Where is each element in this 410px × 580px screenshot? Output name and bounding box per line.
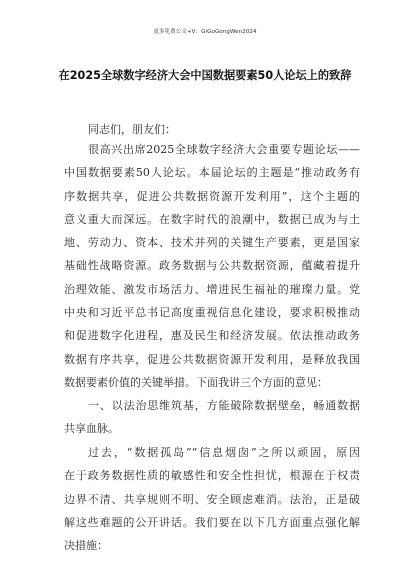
text-line: 中央和习近平总书记高度重视信息化建设，要求积极推动: [64, 306, 360, 320]
header-note: 更多免费公文+V：GiGoGongWen2024: [153, 29, 257, 35]
text-line: 过去，“数据孤岛”“信息烟囱”之所以顽固，原因: [88, 446, 360, 459]
text-line: 共享血脉。: [64, 422, 119, 436]
text-line: 边界不清、共享规则不明、安全顾虑难消。法治，正是破: [64, 492, 360, 506]
text-line: 意义重大而深远。在数字时代的浪潮中，数据已成为与土: [64, 212, 360, 226]
paragraph-1: [64, 138, 360, 394]
text-line: 决措施：: [64, 539, 108, 553]
text-line: 中国数据要素50人论坛。本届论坛的主题是“推动政务有: [64, 166, 360, 180]
document-title: 在2025全球数字经济大会中国数据要素50人论坛上的致辞: [58, 69, 352, 82]
text-line: 一、以法治思维筑基，方能破除数据壁垒，畅通数据: [88, 399, 360, 412]
text-line: 数据有序共享，促进公共数据资源开发利用，是释放我国: [64, 352, 360, 366]
text-line: 治理效能、激发市场活力、增进民生福祉的璀璨力量。党: [64, 282, 360, 296]
text-line: 基础性战略资源。政务数据与公共数据资源，蕴藏着提升: [64, 259, 360, 273]
text-line: 很高兴出席2025全球数字经济大会重要专题论坛——: [88, 143, 360, 156]
text-line: 和促进数字化进程，惠及民生和经济发展。依法推动政务: [64, 329, 360, 343]
text-line: 在于政务数据性质的敏感性和安全性担忧，根源在于权责: [64, 469, 360, 483]
text-line: 地、劳动力、资本、技术并列的关键生产要素，更是国家: [64, 236, 360, 250]
paragraph-2: [64, 441, 360, 557]
text-line: 序数据共享，促进公共数据资源开发利用”，这个主题的: [64, 189, 360, 203]
section-heading-1: [64, 394, 360, 441]
text-line: 解这些难题的公开讲话。我们要在以下几方面重点强化解: [64, 515, 360, 529]
text-line: 数据要素价值的关键举措。下面我讲三个方面的意见：: [64, 375, 328, 389]
greeting: 同志们，朋友们：: [88, 123, 176, 136]
